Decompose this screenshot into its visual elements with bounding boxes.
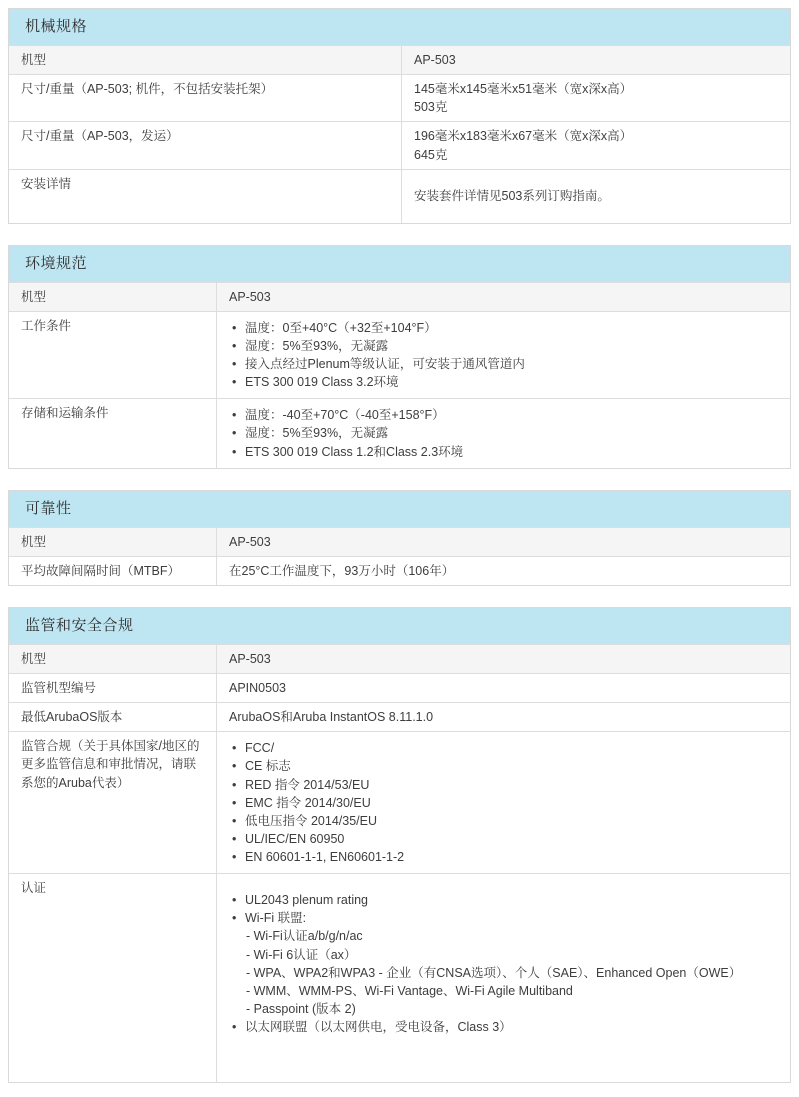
section-title: 环境规范: [9, 246, 790, 282]
value-line: AP-503: [229, 534, 271, 549]
table-row: [9, 74, 790, 121]
row-label: 安装详情: [21, 176, 72, 191]
table-row: [9, 527, 790, 556]
row-label: 尺寸/重量（AP-503; 机件，不包括安装托架）: [21, 82, 274, 97]
sub-item: - WMM、WMM-PS、Wi-Fi Vantage、Wi-Fi Agile Multiband: [246, 983, 573, 998]
bullet-item: • RED 指令 2014/53/EU: [229, 776, 778, 794]
row-value: [216, 732, 790, 873]
value-line: AP-503: [229, 651, 271, 666]
table-row: [9, 282, 790, 311]
row-label: 机型: [21, 53, 47, 67]
section-title: 机械规格: [9, 9, 790, 45]
row-label: 工作条件: [21, 318, 72, 333]
bullet-item: • UL2043 plenum rating: [229, 891, 778, 909]
value-line: 503克: [414, 100, 448, 115]
value-line: 安装套件详情见503系列订购指南。: [414, 189, 610, 204]
section-title: 可靠性: [9, 491, 790, 527]
sub-item: - WPA、WPA2和WPA3 - 企业（有CNSA选项）、个人（SAE）、Enhanced Open（OWE）: [246, 965, 742, 980]
bullet-item: • EN 60601-1-1, EN60601-1-2: [229, 848, 778, 866]
bullet-item: • CE 标志: [229, 757, 778, 775]
row-label: 存储和运输条件: [21, 406, 109, 421]
value-line: AP-503: [229, 289, 271, 304]
bullet-item: • 以太网联盟（以太网供电，受电设备，Class 3）: [229, 1018, 778, 1036]
spec-table: [8, 607, 791, 1083]
bullet-item: • 接入点经过Plenum等级认证，可安装于通风管道内: [229, 355, 778, 373]
table-row: [9, 873, 790, 1082]
sub-item: - Passpoint (版本 2): [246, 1001, 356, 1016]
spec-table: [8, 245, 791, 469]
bullet-item: • Wi-Fi 联盟:: [229, 909, 778, 927]
row-label: 监管机型编号: [21, 681, 97, 695]
table-row: [9, 702, 790, 731]
value-line: 196毫米x183毫米x67毫米（宽x深x高）: [414, 129, 633, 144]
row-value: [216, 674, 790, 702]
row-value: [216, 399, 790, 467]
bullet-item: • 温度：0至+40°C（+32至+104°F）: [229, 319, 778, 337]
bullet-item: • ETS 300 019 Class 3.2环境: [229, 373, 778, 391]
bullet-item: • ETS 300 019 Class 1.2和Class 2.3环境: [229, 443, 778, 461]
bullet-item: • 温度：-40至+70°C（-40至+158°F）: [229, 406, 778, 424]
bullet-item: • EMC 指令 2014/30/EU: [229, 794, 778, 812]
row-value: [401, 46, 790, 74]
bullet-item: • 低电压指令 2014/35/EU: [229, 812, 778, 830]
bullet-item: • 湿度：5%至93%，无凝露: [229, 424, 778, 442]
section-title: 监管和安全合规: [9, 608, 790, 644]
table-row: [9, 169, 790, 223]
table-row: [9, 673, 790, 702]
row-label: 平均故障间隔时间（MTBF）: [21, 563, 181, 578]
row-value: [216, 874, 790, 1082]
spec-table: [8, 490, 791, 586]
value-line: 645克: [414, 147, 448, 162]
value-line: AP-503: [414, 53, 456, 67]
row-value: [216, 645, 790, 673]
row-value: [401, 170, 790, 223]
table-row: [9, 644, 790, 673]
value-line: APIN0503: [229, 681, 286, 695]
table-row: [9, 121, 790, 168]
row-label: 机型: [21, 289, 47, 304]
row-label: 最低ArubaOS版本: [21, 710, 123, 725]
row-label: 尺寸/重量（AP-503，发运）: [21, 129, 179, 144]
bullet-item: • 湿度：5%至93%，无凝露: [229, 337, 778, 355]
row-value: [401, 122, 790, 168]
spec-tables: [8, 8, 791, 1083]
row-value: [216, 557, 790, 585]
table-row: [9, 556, 790, 585]
bullet-item: • UL/IEC/EN 60950: [229, 830, 778, 848]
row-label: 机型: [21, 534, 47, 549]
table-row: [9, 311, 790, 399]
spec-table: [8, 8, 791, 224]
sub-item: - Wi-Fi认证a/b/g/n/ac: [246, 929, 363, 944]
row-value: [216, 312, 790, 399]
table-row: [9, 398, 790, 467]
row-label: 监管合规（关于具体国家/地区的更多监管信息和审批情况，请联系您的Aruba代表）: [21, 739, 200, 790]
value-line: 在25°C工作温度下，93万小时（106年）: [229, 563, 455, 578]
row-value: [216, 703, 790, 731]
table-row: [9, 45, 790, 74]
row-label: 机型: [21, 651, 47, 666]
table-row: [9, 731, 790, 873]
value-line: 145毫米x145毫米x51毫米（宽x深x高）: [414, 82, 633, 97]
row-value: [216, 528, 790, 556]
sub-item: - Wi-Fi 6认证（ax）: [246, 947, 357, 962]
row-label: 认证: [21, 881, 47, 896]
row-value: [401, 75, 790, 121]
value-line: ArubaOS和Aruba InstantOS 8.11.1.0: [229, 710, 434, 725]
bullet-item: • FCC/: [229, 739, 778, 757]
row-value: [216, 283, 790, 311]
